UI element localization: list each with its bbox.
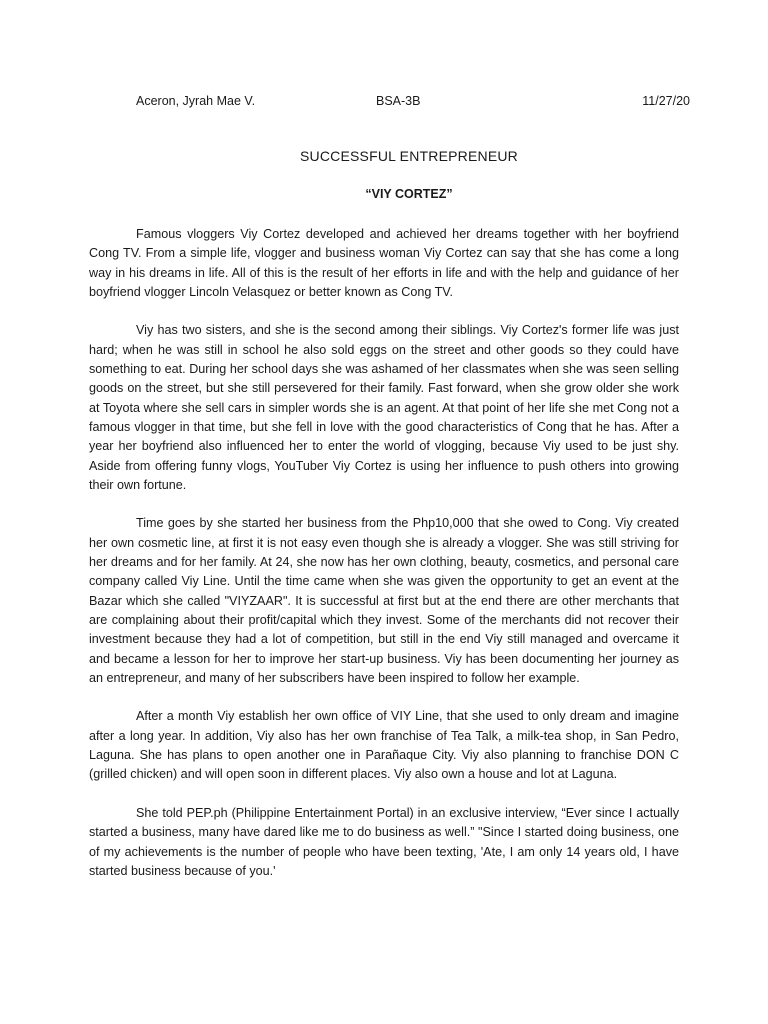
paragraph: Viy has two sisters, and she is the second among their siblings. Viy Cortez's former life was just hard; when he was still in school he also sold eggs on the street and other goods so they could have something to eat. During her school days she was ashamed of her classmates when she was seen selling goods on the street, but she still persevered for their family. Fast forward, when she grow older she work at Toyota where she sell cars in simpler words she is an agent. At that point of her life she met Cong not a famous vlogger in that time, but she fell in love with the good characteristics of Cong that he has. After a year her boyfriend also influenced her to enter the world of vlogging, because Viy used to be just shy. Aside from offering funny vlogs, YouTuber Viy Cortez is using her influence to push others into growing their own fortune. — [89, 323, 679, 492]
document-header — [136, 94, 690, 112]
essay-body — [89, 225, 679, 900]
class-section: BSA-3B — [376, 94, 421, 108]
document-subtitle: “VIY CORTEZ” — [365, 187, 453, 201]
paragraph: Famous vloggers Viy Cortez developed and achieved her dreams together with her boyfriend Cong TV. From a simple life, vlogger and business woman Viy Cortez can say that she has come a long way in his dreams in life. All of this is the result of her efforts in life and with the help and guidance of her boyfriend vlogger Lincoln Velasquez or better known as Cong TV. — [89, 227, 679, 299]
document-date: 11/27/20 — [642, 94, 690, 108]
document-title: SUCCESSFUL ENTREPRENEUR — [299, 148, 518, 164]
paragraph: Time goes by she started her business from the Php10,000 that she owed to Cong. Viy created her own cosmetic line, at first it is not easy even though she is already a vlogger. She was still striving for her dreams and for her family. At 24, she now has her own clothing, beauty, cosmetics, and personal care company called Viy Line. Until the time came when she was given the opportunity to get an event at the Bazar which she called "VIYZAAR". It is successful at first but at the end there are other merchants that are complaining about their profit/capital which they invest. Some of the merchants did not recover their investment because they had a lot of competition, but still in the end Viy still managed and overcame it and became a lesson for her to improve her start-up business. Viy has been documenting her journey as an entrepreneur, and many of her subscribers have been inspired to follow her example. — [89, 516, 679, 685]
paragraph: She told PEP.ph (Philippine Entertainment Portal) in an exclusive interview, “Ever since I actually started a business, many have dared like me to do business as well.” "Since I started doing business, one of my achievements is the number of people who have been texting, 'Ate, I am only 14 years old, I have started business because of you.' — [89, 805, 679, 878]
author-name: Aceron, Jyrah Mae V. — [136, 94, 256, 108]
paragraph: After a month Viy establish her own office of VIY Line, that she used to only dream and imagine after a long year. In addition, Viy also has her own franchise of Tea Talk, a milk-tea shop, in San Pedro, Laguna. She has plans to open another one in Parañaque City. Viy also planning to franchise DON C (grilled chicken) and will open soon in different places. Viy also own a house and lot at Laguna. — [89, 709, 679, 782]
